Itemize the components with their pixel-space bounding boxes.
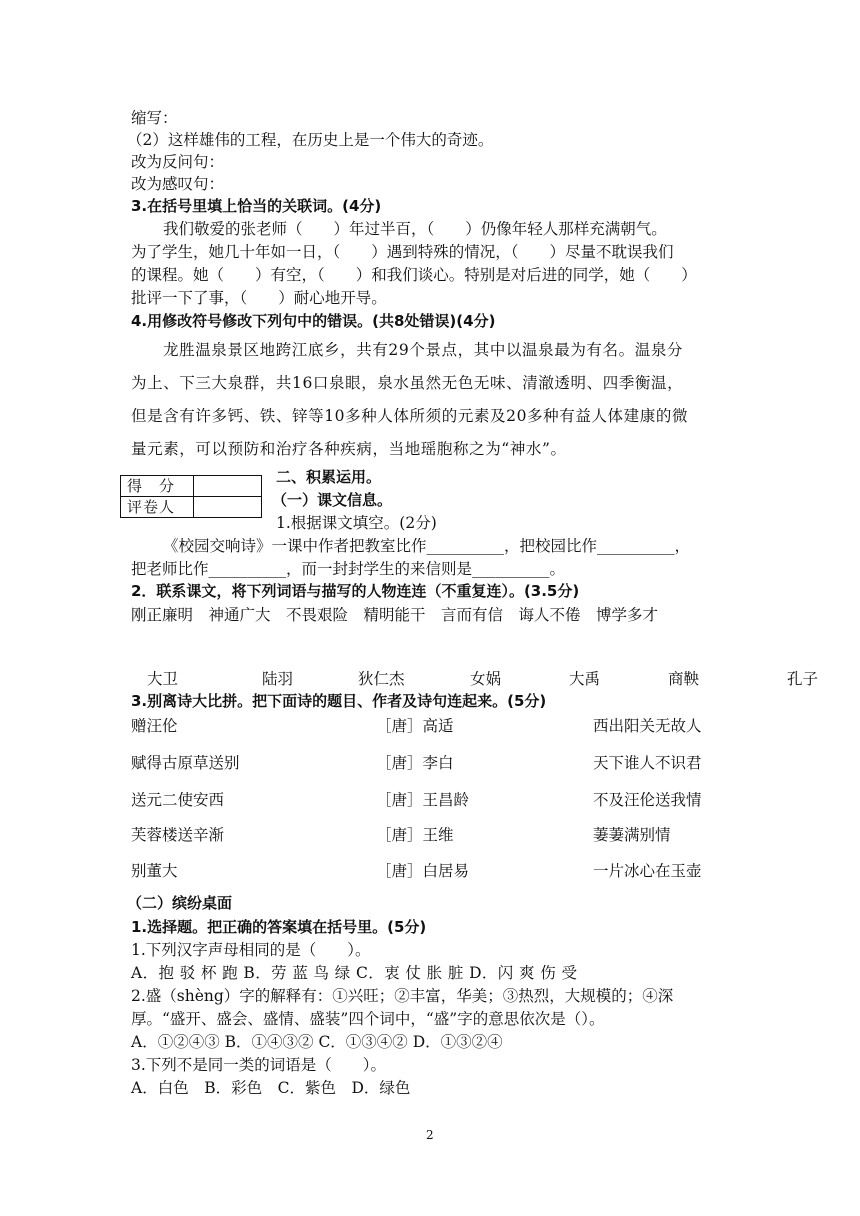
exclamation-label: 改为感叹句： (131, 175, 225, 193)
abbrev-label: 缩写： (131, 109, 178, 127)
s1-q2-title: 2．联系课文，将下列词语与描写的人物连连（不重复连）。(3.5分) (131, 582, 580, 600)
s1-q1-title: 1.根据课文填空。(2分) (276, 514, 437, 532)
s1-q3-title: 3.别离诗大比拼。把下面诗的题目、作者及诗句连起来。(5分) (131, 692, 547, 710)
grader-label: 评卷人 (121, 497, 194, 518)
poem-verse: 一片冰心在玉壶 (593, 862, 702, 880)
name-item: 陆羽 (262, 670, 294, 688)
mc-options: A．①②④③ B．①④③② C．①③④② D．①③②④ (131, 1033, 503, 1051)
score-label: 得 分 (121, 476, 194, 497)
q3-para-line: 为了学生，她几十年如一日，（ ）遇到特殊的情况，（ ）尽量不耽误我们 (131, 243, 674, 261)
name-item: 大卫 (147, 670, 179, 688)
q4-title: 4.用修改符号修改下列句中的错误。(共8处错误)(4分) (131, 312, 496, 330)
poem-verse: 西出阳关无故人 (593, 717, 702, 735)
name-item: 狄仁杰 (358, 670, 405, 688)
mc-question: 厚。“盛开、盛会、盛情、盛装”四个词中，“盛”字的意思依次是（）。 (131, 1010, 605, 1028)
grader-cell[interactable] (194, 497, 262, 518)
mc-question: 2.盛（shèng）字的解释有：①兴旺；②丰富，华美；③热烈，大规模的；④深 (131, 987, 674, 1005)
name-item: 孔子 (787, 670, 819, 688)
poem-author: ［唐］王昌龄 (376, 791, 470, 809)
poem-author: ［唐］王维 (376, 826, 454, 844)
name-item: 大禹 (569, 670, 601, 688)
q3-para-line: 批评一下了事，（ ）耐心地开导。 (131, 289, 387, 307)
name-item: 商鞅 (668, 670, 700, 688)
poem-title: 赋得古原草送别 (131, 754, 240, 772)
q4-para-line: 为上、下三大泉群，共16口泉眼，泉水虽然无色无味、清澈透明、四季衡温， (131, 374, 684, 392)
mc-question: 3.下列不是同一类的词语是（ ）。 (131, 1056, 387, 1074)
rhetorical-label: 改为反问句： (131, 153, 225, 171)
page-number: 2 (426, 1128, 434, 1142)
mc-options: A．白色 B．彩色 C．紫色 D．绿色 (131, 1079, 411, 1097)
name-item: 女娲 (470, 670, 502, 688)
q3-para-line: 我们敬爱的张老师（ ）年过半百，（ ）仍像年轻人那样充满朝气。 (163, 220, 667, 238)
q3-para-line: 的课程。她（ ）有空，（ ）和我们谈心。特别是对后进的同学，她（ ） (131, 266, 697, 284)
s1-q1-line: 《校园交响诗》一课中作者把教室比作__________，把校园比作__________， (163, 537, 691, 555)
subsection-2-title: （二）缤纷桌面 (127, 894, 233, 912)
word-list: 刚正廉明 神通广大 不畏艰险 精明能干 言而有信 诲人不倦 博学多才 (131, 606, 659, 624)
q4-para-line: 但是含有许多钙、铁、锌等10多种人体所须的元素及20多种有益人体建康的微 (131, 407, 689, 425)
poem-title: 别董大 (131, 862, 178, 880)
section-2-title: 二、积累运用。 (276, 468, 382, 486)
poem-title: 送元二使安西 (131, 791, 225, 809)
mc-options: A．抱 驳 杯 跑 B．劳 蓝 鸟 绿 C．衷 仗 胀 脏 D．闪 爽 伤 受 (131, 964, 578, 982)
subsection-1-title: （一）课文信息。 (272, 491, 393, 509)
mc-question: 1.下列汉字声母相同的是（ ）。 (131, 941, 371, 959)
poem-title: 赠汪伦 (131, 717, 178, 735)
q4-para-line: 龙胜温泉景区地跨江底乡，共有29个景点，其中以温泉最为有名。温泉分 (163, 341, 684, 359)
sentence-2: （2）这样雄伟的工程，在历史上是一个伟大的奇迹。 (127, 131, 494, 149)
q4-para-line: 量元素，可以预防和治疗各种疾病，当地瑶胞称之为“神水”。 (131, 440, 567, 458)
s2-q1-title: 1.选择题。把正确的答案填在括号里。(5分) (131, 918, 427, 936)
poem-title: 芙蓉楼送辛渐 (131, 826, 225, 844)
poem-verse: 萋萋满别情 (593, 826, 671, 844)
poem-author: ［唐］高适 (376, 717, 454, 735)
poem-author: ［唐］白居易 (376, 862, 470, 880)
poem-verse: 天下谁人不识君 (593, 754, 702, 772)
s1-q1-line: 把老师比作__________，而一封封学生的来信则是__________。 (131, 560, 566, 578)
poem-author: ［唐］李白 (376, 754, 454, 772)
score-table (120, 475, 262, 518)
score-cell[interactable] (194, 476, 262, 497)
poem-verse: 不及汪伦送我情 (593, 791, 702, 809)
q3-title: 3.在括号里填上恰当的关联词。(4分) (131, 197, 382, 215)
